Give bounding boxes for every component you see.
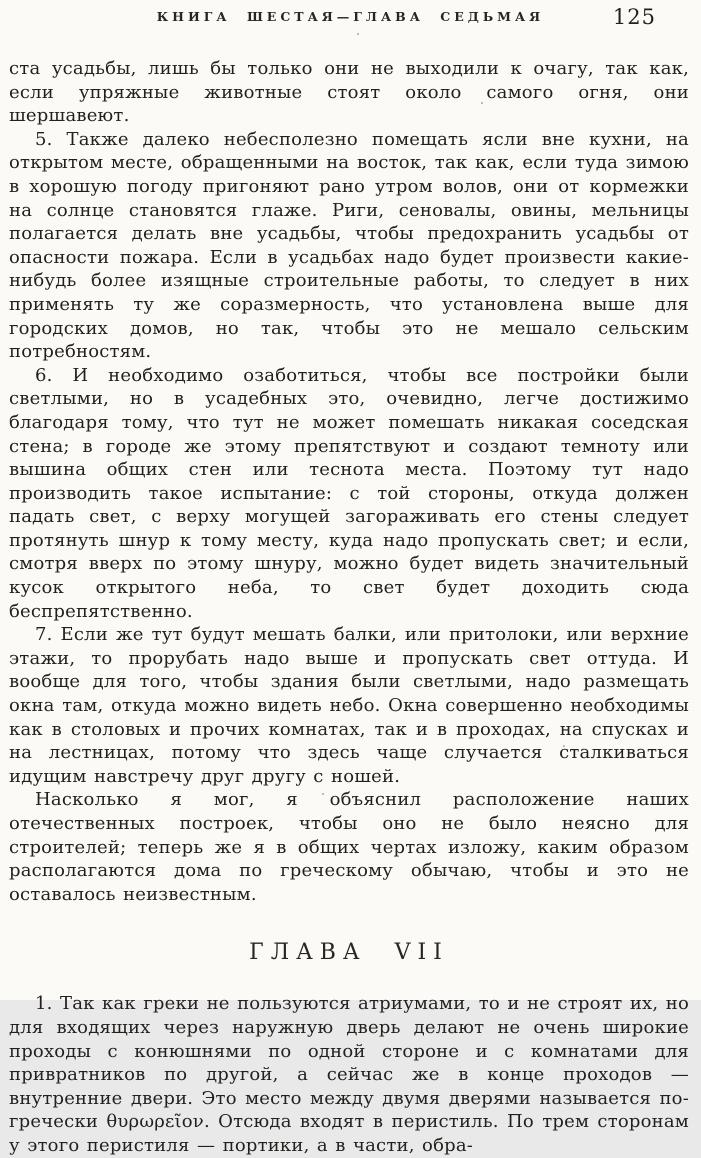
- paragraph-closing: Насколько я мог, я объяснил расположение наших отечественных построек, чтобы оно не было неясно для строителей; теперь же я в общих чертах изложу, каким образом располагаются дома по греческому обычаю, чтобы и это не оставалось неизвестным.: [9, 789, 689, 905]
- chapter-heading: ГЛАВА VII: [249, 940, 449, 966]
- paragraph-continuation: ста усадьбы, лишь бы только они не выходили к очагу, так как, если упряжные животные стоят около самого огня, они шершавеют.: [9, 58, 689, 127]
- page-number: 125: [612, 5, 656, 29]
- paragraph-1-chapter-7: 1. Так как греки не пользуются атриумами, то и не строят их, но для входящих через наружную дверь делают не очень широкие проходы с конюшнями по одной стороне и с комнатами для привратников по другой, а сейчас же в конце проходов — внутренние двери. Это место между двумя дверями называется по-гречески θυρωρεῖον. Отсюда входят в перистиль. По трем сторонам у этого перистиля — портики, а в части, обра-: [9, 993, 689, 1156]
- scan-speckle: [322, 793, 324, 795]
- running-title: КНИГА ШЕСТАЯ—ГЛАВА СЕДЬМАЯ: [156, 9, 545, 24]
- paragraph-5: 5. Также далеко небесполезно помещать ясли вне кухни, на открытом месте, обращенными на восток, так как, если туда зимою в хорошую погоду пригоняют рано утром волов, они от кормежки на солнце становятся глаже. Риги, сеновалы, овины, мельницы полагается делать вне усадьбы, чтобы предохранить усадьбы от опасности пожара. Если в усадьбах надо будет произвести какие-нибудь более изящные строительные работы, то следует в них применять ту же соразмерность, что установлена выше для городских домов, но так, чтобы это не мешало сельским потребностям.: [9, 128, 689, 363]
- page-header: [0, 5, 701, 35]
- scan-speckle: [147, 420, 149, 422]
- page-body: [9, 57, 689, 1158]
- scan-speckle: [563, 745, 565, 747]
- scan-speckle: [481, 102, 483, 104]
- scan-speckle: [357, 33, 359, 35]
- paragraph-6: 6. И необходимо озаботиться, чтобы все постройки были светлыми, но в усадебных это, очевидно, легче достижимо благодаря тому, что тут не может помешать никакая соседская стена; в городе же этому препятствуют и создают темноту или вышина общих стен или теснота места. Поэтому тут надо производить такое испытание: с той стороны, откуда должен падать свет, с верху могущей загораживать его стены следует протянуть шнур к тому месту, куда надо пропускать свет; и если, смотря вверх по этому шнуру, можно будет видеть значительный кусок открытого неба, то свет будет доходить сюда беспрепятственно.: [9, 364, 689, 622]
- paragraph-7: 7. Если же тут будут мешать балки, или притолоки, или верхние этажи, то прорубать надо выше и пропускать свет оттуда. И вообще для того, чтобы здания были светлыми, надо размещать окна там, откуда можно видеть небо. Окна совершенно необходимы как в столовых и прочих комнатах, так и в проходах, на спусках и на лестницах, потому что здесь чаще случается сталкиваться идущим навстречу друг другу с ношей.: [9, 624, 689, 787]
